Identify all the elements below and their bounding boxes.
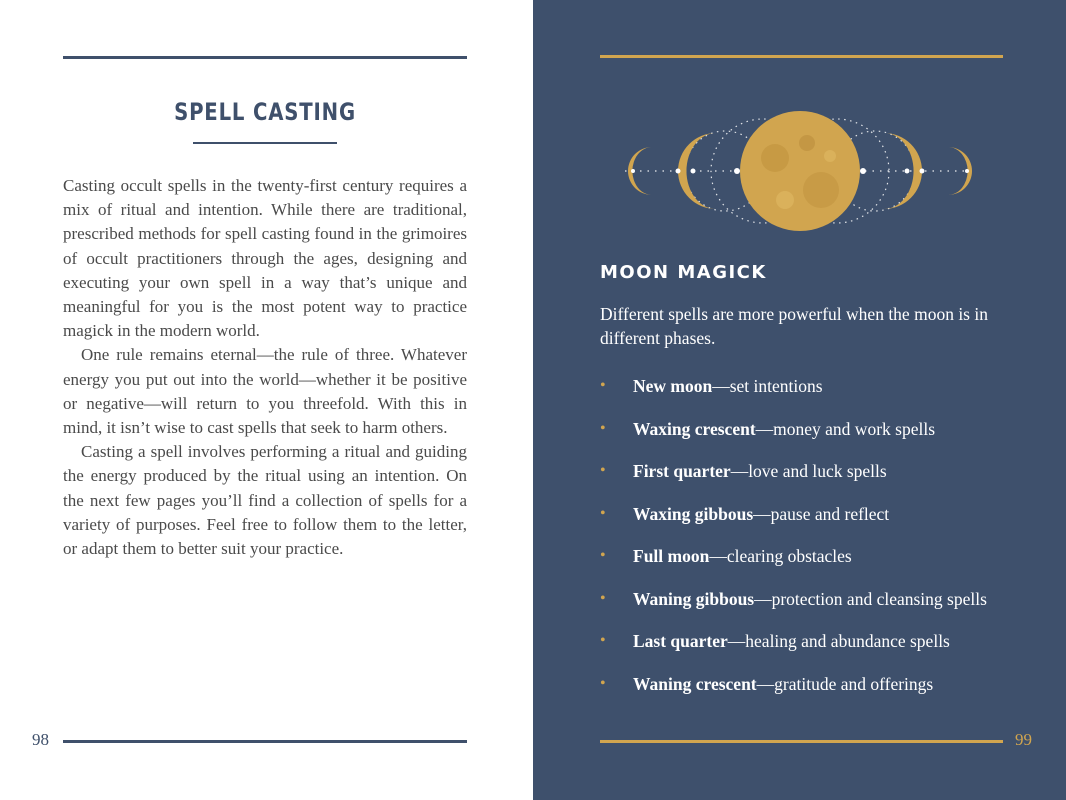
phase-description: —love and luck spells (730, 461, 887, 481)
paragraph: One rule remains eternal—the rule of three. Whatever energy you put out into the world—whether it be positive or negative—will return to you threefold. With this in mind, it isn’t wise to cast spells that seek to harm others. (63, 345, 467, 438)
phase-description: —protection and cleansing spells (754, 588, 987, 609)
title-underline (193, 142, 337, 144)
phase-name: Last quarter (633, 631, 728, 651)
section-title: MOON MAGICK (600, 262, 767, 283)
phase-name: Waning crescent (633, 673, 757, 694)
list-item (600, 417, 1040, 460)
page-number: 98 (32, 730, 49, 749)
bottom-rule (63, 740, 467, 743)
bullet-icon: • (600, 504, 606, 522)
intro-text: Different spells are more powerful when the moon is in different phases. (600, 304, 988, 348)
phase-description: —healing and abundance spells (727, 631, 950, 651)
phase-name: Waxing gibbous (633, 503, 754, 524)
phase-name: First quarter (633, 461, 731, 481)
right-page (533, 0, 1066, 800)
bullet-icon: • (600, 462, 606, 479)
bullet-icon: • (600, 419, 606, 437)
list-item (600, 544, 1040, 587)
list-item (600, 629, 1040, 672)
body-text (63, 174, 467, 561)
bullet-icon: • (600, 632, 606, 649)
list-item (600, 502, 1040, 545)
phase-description: —money and work spells (755, 418, 936, 439)
page-number: 99 (1015, 730, 1032, 749)
phase-description: —clearing obstacles (709, 546, 852, 566)
list-item (600, 374, 1040, 417)
phase-name: New moon (633, 376, 713, 396)
phase-name: Full moon (633, 546, 710, 566)
bullet-icon: • (600, 674, 606, 692)
phase-description: —gratitude and offerings (756, 673, 934, 694)
bullet-icon: • (600, 547, 606, 564)
moon-phases-illustration-icon (625, 108, 975, 234)
list-item (600, 587, 1040, 630)
phase-name: Waning gibbous (633, 588, 755, 609)
top-rule (600, 55, 1003, 58)
phase-description: —pause and reflect (753, 503, 890, 524)
list-item (600, 459, 1040, 502)
list-item (600, 672, 1040, 715)
moon-phase-list (600, 374, 1040, 714)
top-rule (63, 56, 467, 59)
bullet-icon: • (600, 377, 606, 394)
phase-name: Waxing crescent (633, 418, 756, 439)
phase-description: —set intentions (712, 376, 823, 396)
bottom-rule (600, 740, 1003, 743)
page-title: SPELL CASTING (174, 98, 356, 126)
paragraph: Casting occult spells in the twenty-first century requires a mix of ritual and intention. While there are traditional, prescribed methods for spell casting found in the grimoires of occult practitioners through the ages, designing and executing your own spell in a way that’s unique and meaningful for you is the most potent way to practice magick in the modern world. (63, 176, 467, 341)
paragraph: Casting a spell involves performing a ritual and guiding the energy produced by the ritual using an intention. On the next few pages you’ll find a collection of spells for a variety of purposes. Feel free to follow them to the letter, or adapt them to better suit your practice. (63, 442, 467, 559)
bullet-icon: • (600, 589, 606, 607)
